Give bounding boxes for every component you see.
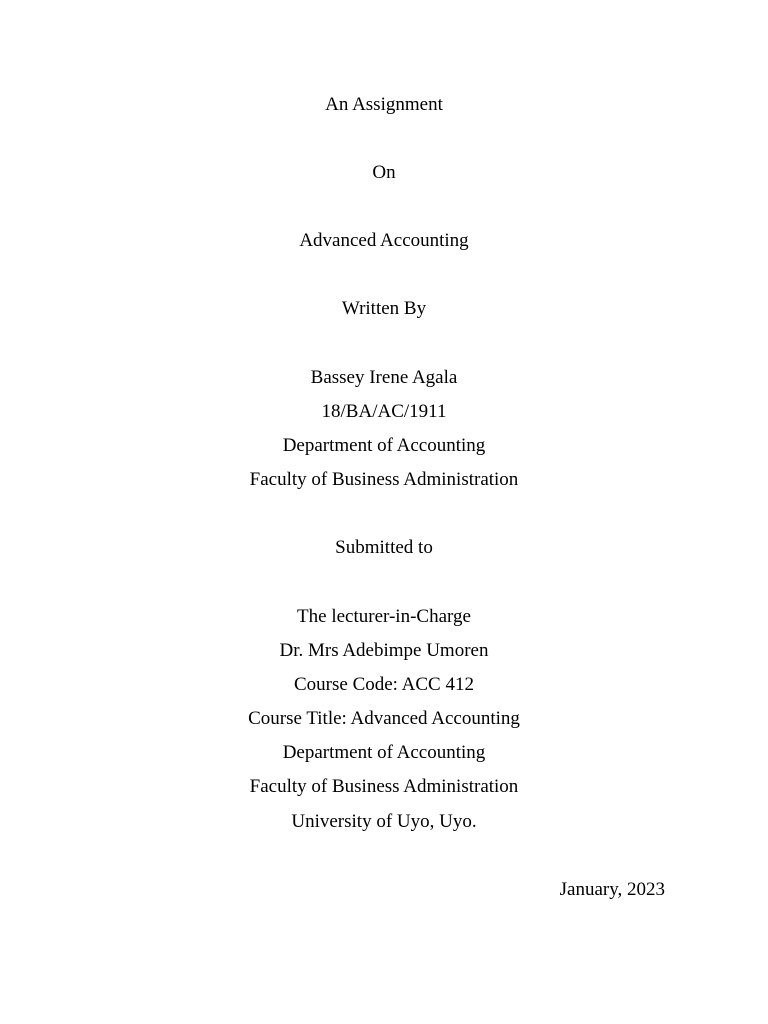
submission-date: January, 2023 (559, 879, 665, 900)
author-faculty: Faculty of Business Administration (249, 469, 519, 490)
written-by-label: Written By (341, 298, 427, 319)
course-code: Course Code: ACC 412 (294, 674, 474, 695)
author-department: Department of Accounting (282, 435, 486, 456)
university: University of Uyo, Uyo. (291, 811, 477, 832)
on-label: On (372, 162, 396, 183)
subject-title: Advanced Accounting (299, 230, 469, 251)
course-title: Course Title: Advanced Accounting (248, 708, 520, 729)
assignment-heading: An Assignment (325, 94, 443, 115)
recipient-department: Department of Accounting (282, 742, 486, 763)
recipient-faculty: Faculty of Business Administration (249, 776, 519, 797)
submitted-to-label: Submitted to (335, 537, 433, 558)
recipient-name: Dr. Mrs Adebimpe Umoren (279, 640, 489, 661)
recipient-role: The lecturer-in-Charge (297, 606, 471, 627)
author-reg-number: 18/BA/AC/1911 (321, 401, 447, 422)
author-name: Bassey Irene Agala (310, 367, 458, 388)
